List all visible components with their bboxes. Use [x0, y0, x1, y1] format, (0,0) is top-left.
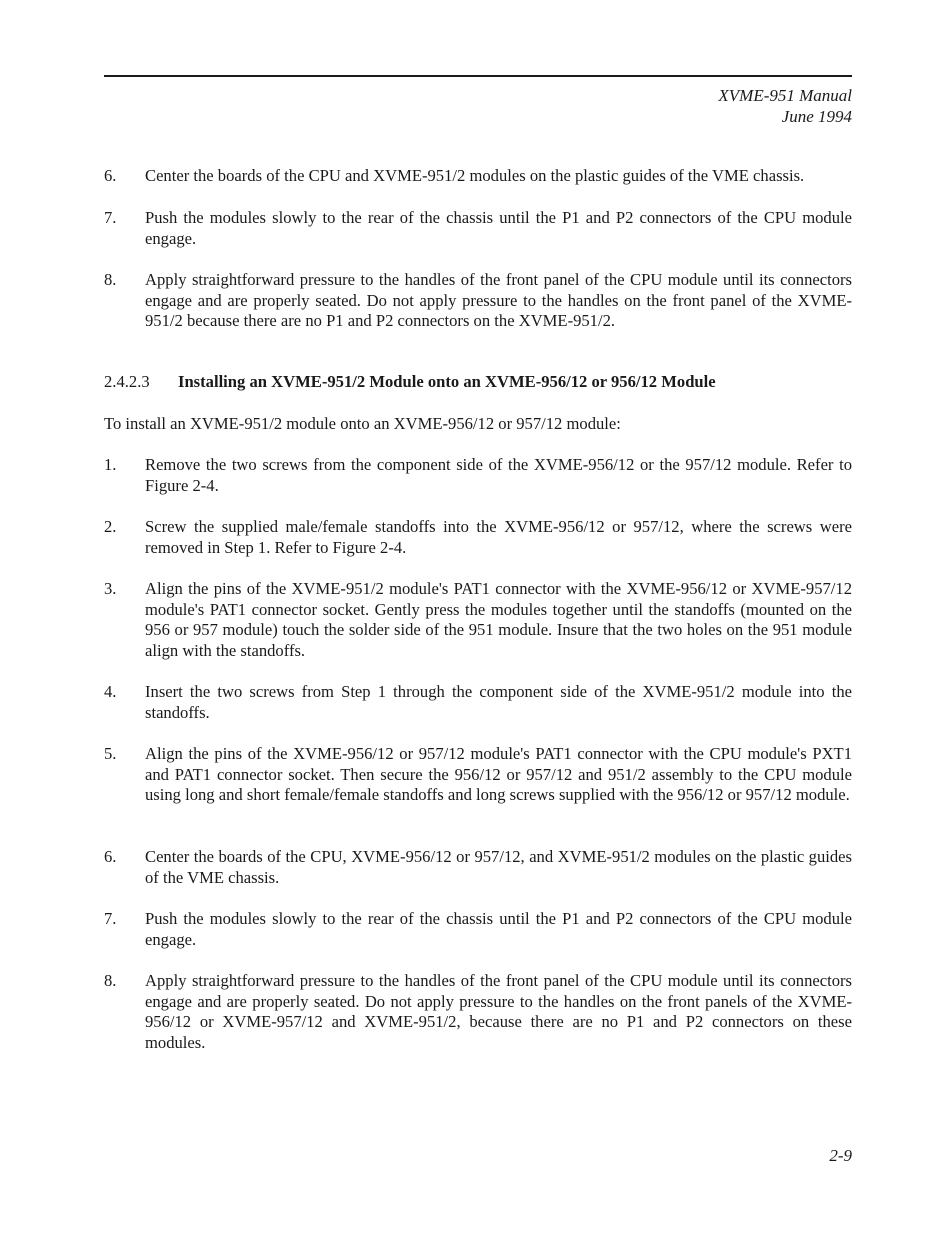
list-item [104, 971, 852, 1053]
list-item-text: Screw the supplied male/female standoffs into the XVME-956/12 or 957/12, where the screws were removed in Step 1. Refer to Figure 2-4. [145, 517, 852, 557]
list-item [104, 517, 852, 558]
list-item-number: 6. [104, 166, 117, 185]
list-item [104, 682, 852, 723]
list-item-number: 4. [104, 682, 117, 701]
list-item [104, 455, 852, 496]
running-head [718, 85, 852, 127]
list-item-number: 8. [104, 270, 117, 289]
intro-paragraph: To install an XVME-951/2 module onto an XVME-956/12 or 957/12 module: [104, 414, 621, 433]
list-item-number: 7. [104, 909, 117, 928]
manual-title: XVME-951 Manual [718, 86, 852, 105]
list-item [104, 166, 852, 187]
list-item [104, 208, 852, 249]
manual-date: June 1994 [781, 107, 852, 126]
list-item-number: 3. [104, 579, 117, 598]
list-item-text: Remove the two screws from the component side of the XVME-956/12 or the 957/12 module. Refer to Figure 2-4. [145, 455, 852, 495]
page-number: 2-9 [829, 1146, 852, 1165]
header-rule [104, 75, 852, 77]
list-item [104, 744, 852, 806]
list-item-text: Push the modules slowly to the rear of the chassis until the P1 and P2 connectors of the CPU module engage. [145, 208, 852, 248]
list-item-text: Apply straightforward pressure to the handles of the front panel of the CPU module until its connectors engage and are properly seated. Do not apply pressure to the handles on the front panels of the XVME-956/12 or XVME-957/12 and XVME-951/2, because there are no P1 and P2 connectors on these modules. [145, 971, 852, 1052]
section-number: 2.4.2.3 [104, 372, 150, 391]
list-item-text: Align the pins of the XVME-956/12 or 957/12 module's PAT1 connector with the CPU module's PXT1 and PAT1 connector socket. Then secure the 956/12 or 957/12 and 951/2 assembly to the CPU module using long and short female/female standoffs and long screws supplied with the 956/12 or 957/12 module. [145, 744, 852, 805]
list-item-text: Apply straightforward pressure to the handles of the front panel of the CPU module until its connectors engage and are properly seated. Do not apply pressure to the handles on the front panel of the XVME-951/2 because there are no P1 and P2 connectors on the XVME-951/2. [145, 270, 852, 331]
list-item-number: 1. [104, 455, 117, 474]
list-item-text: Push the modules slowly to the rear of the chassis until the P1 and P2 connectors of the CPU module engage. [145, 909, 852, 949]
list-item-number: 6. [104, 847, 117, 866]
list-item-text: Center the boards of the CPU and XVME-951/2 modules on the plastic guides of the VME chassis. [145, 166, 805, 185]
list-item-text: Center the boards of the CPU, XVME-956/12 or 957/12, and XVME-951/2 modules on the plastic guides of the VME chassis. [145, 847, 852, 887]
list-item-number: 8. [104, 971, 117, 990]
list-item [104, 270, 852, 332]
list-item-text: Align the pins of the XVME-951/2 module's PAT1 connector with the XVME-956/12 or XVME-957/12 module's PAT1 connector socket. Gently press the modules together until the standoffs (mounted on the 956 or 957 module) touch the solder side of the 951 module. Insure that the two holes on the 951 module align with the standoffs. [145, 579, 852, 660]
list-item-text: Insert the two screws from Step 1 through the component side of the XVME-951/2 module into the standoffs. [145, 682, 852, 722]
list-item [104, 847, 852, 888]
section-heading [104, 372, 852, 393]
list-item [104, 909, 852, 950]
list-item-number: 7. [104, 208, 117, 227]
list-item-number: 2. [104, 517, 117, 536]
list-item-number: 5. [104, 744, 117, 763]
list-item [104, 579, 852, 661]
section-title: Installing an XVME-951/2 Module onto an XVME-956/12 or 956/12 Module [178, 372, 716, 391]
